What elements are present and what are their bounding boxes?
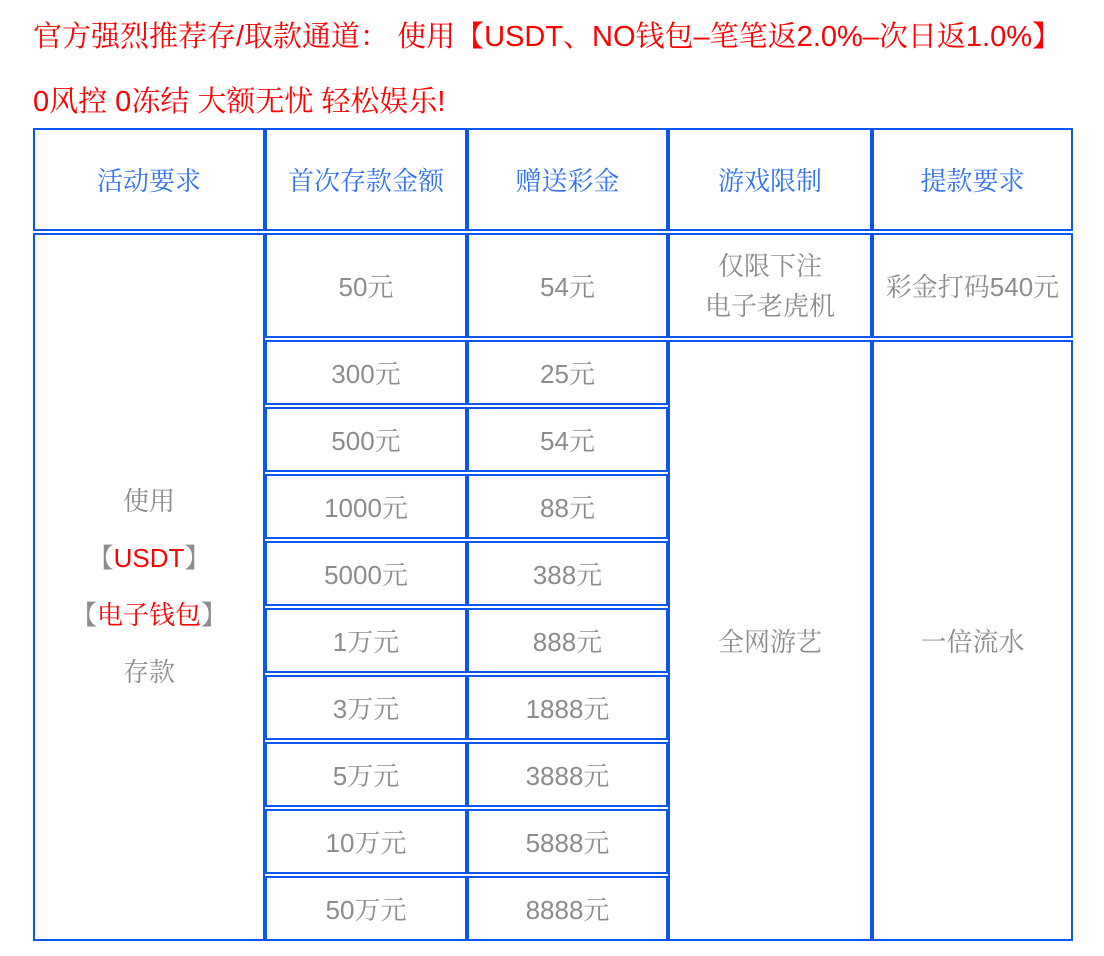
header-activity-requirement: 活动要求 <box>33 128 265 231</box>
deposit-cell: 1万元 <box>265 608 467 673</box>
usdt-highlight: USDT <box>113 543 185 573</box>
activity-line-2: 【USDT】 <box>87 543 211 573</box>
deposit-cell: 5万元 <box>265 742 467 807</box>
bonus-cell: 888元 <box>467 608 668 673</box>
bonus-cell: 1888元 <box>467 675 668 740</box>
bonus-cell: 25元 <box>467 340 668 405</box>
activity-line-4: 存款 <box>122 657 175 687</box>
bonus-cell: 5888元 <box>467 809 668 874</box>
deposit-cell: 1000元 <box>265 474 467 539</box>
deposit-cell: 500元 <box>265 407 467 472</box>
bonus-cell: 388元 <box>467 541 668 606</box>
game-limit-cell <box>668 233 872 338</box>
banner-line-1: 官方强烈推荐存/取款通道： 使用【USDT、NO钱包–笔笔返2.0%–次日返1.0%】 <box>33 21 1062 53</box>
deposit-cell: 300元 <box>265 340 467 405</box>
header-bonus: 赠送彩金 <box>467 128 668 231</box>
deposit-bonus-table <box>33 126 1073 943</box>
game-limit-merged-cell: 全网游艺 <box>668 340 872 941</box>
table-header-row <box>33 128 1073 231</box>
withdraw-requirement-cell: 彩金打码540元 <box>872 233 1073 338</box>
header-game-limit: 游戏限制 <box>668 128 872 231</box>
deposit-cell: 10万元 <box>265 809 467 874</box>
activity-requirement-text <box>35 473 263 701</box>
activity-line-3: 【电子钱包】 <box>70 600 228 630</box>
deposit-cell: 3万元 <box>265 675 467 740</box>
ewallet-highlight: 电子钱包 <box>96 600 201 630</box>
activity-line-1: 使用 <box>122 486 175 516</box>
banner-line-2: 0风控 0冻结 大额无忧 轻松娱乐! <box>33 86 446 118</box>
bonus-cell: 3888元 <box>467 742 668 807</box>
deposit-cell: 50元 <box>265 233 467 338</box>
activity-requirement-cell <box>33 233 265 941</box>
table-row <box>33 233 1073 338</box>
deposit-cell: 50万元 <box>265 876 467 941</box>
header-first-deposit-amount: 首次存款金额 <box>265 128 467 231</box>
game-limit-text: 仅限下注 电子老虎机 <box>704 250 835 321</box>
deposit-cell: 5000元 <box>265 541 467 606</box>
bonus-cell: 54元 <box>467 407 668 472</box>
withdraw-merged-cell: 一倍流水 <box>872 340 1073 941</box>
header-withdraw-requirement: 提款要求 <box>872 128 1073 231</box>
promo-banner <box>0 0 1104 120</box>
bonus-cell: 88元 <box>467 474 668 539</box>
bonus-cell: 54元 <box>467 233 668 338</box>
bonus-cell: 8888元 <box>467 876 668 941</box>
